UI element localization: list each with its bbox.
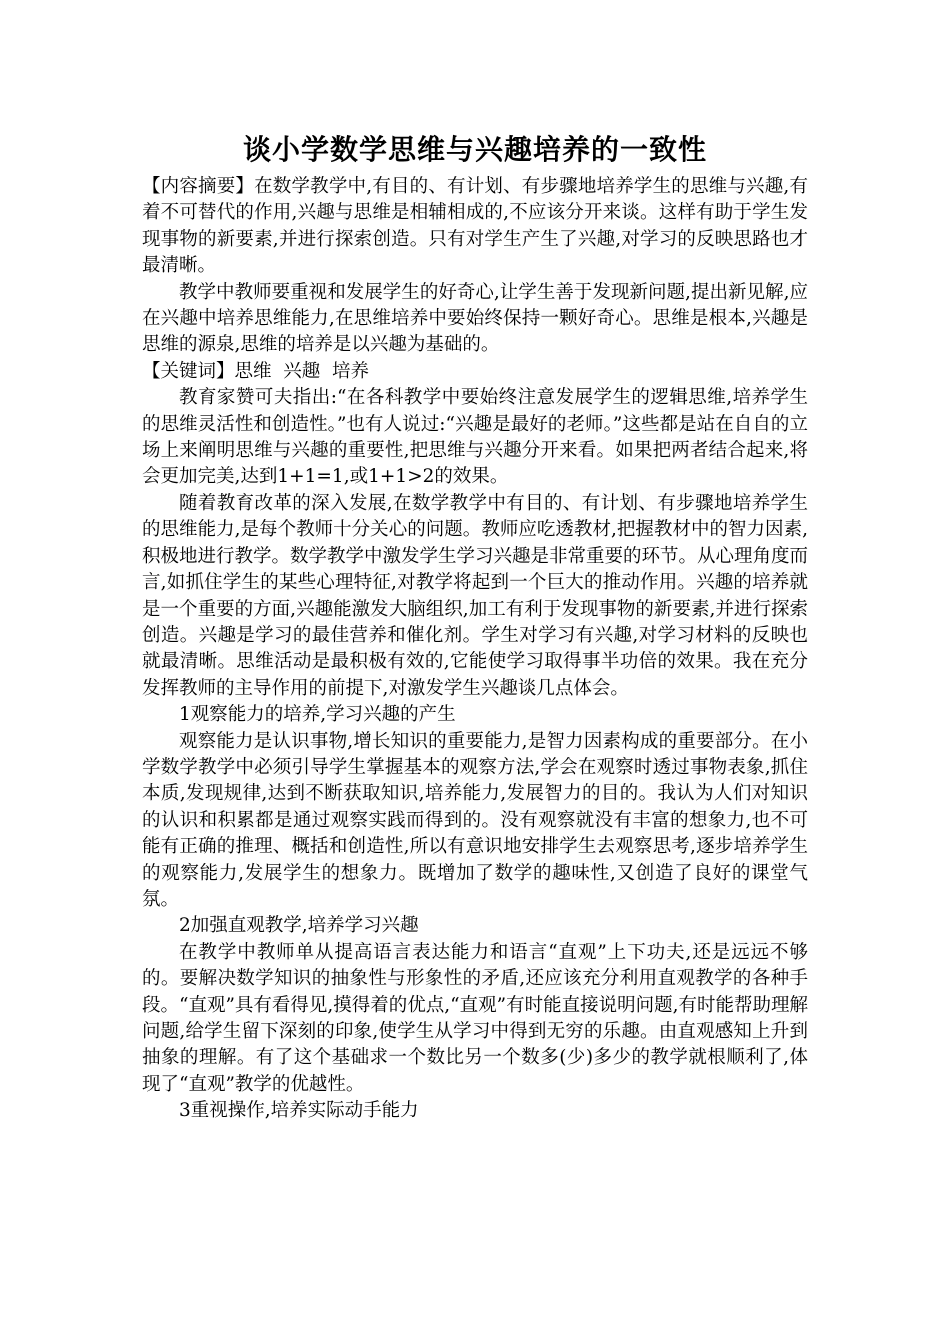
section-3-heading: 3重视操作,培养实际动手能力 (179, 1100, 419, 1122)
abstract-text: 在数学教学中,有目的、有计划、有步骤地培养学生的思维与兴趣,有着不可替代的作用,兴趣与思维是相辅相成的,不应该分开来谈。这样有助于学生发现事物的新要素,并进行探索创造。只有对学生产生了兴趣,对学习的反映思路也才最清晰。 (142, 176, 808, 277)
keywords-label: 【关键词】 (142, 360, 235, 382)
abstract-label: 【内容摘要】 (142, 176, 255, 197)
section-1-text: 观察能力是认识事物,增长知识的重要能力,是智力因素构成的重要部分。在小学数学教学中必须引导学生掌握基本的观察方法,学会在观察时透过事物表象,抓住本质,发现规律,达到不断获取知识,培养能力,发展智力的目的。我认为人们对知识的认识和积累都是通过观察实践而得到的。没有观察就没有丰富的想象力,也不可能有正确的推理、概括和创造性,所以有意识地安排学生去观察思考,逐步培养学生的观察能力,发展学生的想象力。既增加了数学的趣味性,又创造了良好的课堂气氛。 (142, 730, 808, 910)
section-1-heading: 1观察能力的培养,学习兴趣的产生 (179, 704, 456, 726)
body-paragraph-1: 教育家赞可夫指出:“在各科教学中要始终注意发展学生的逻辑思维,培养学生的思维灵活性和创造性。”也有人说过:“兴趣是最好的老师。”这些都是站在自自的立场上来阐明思维与兴趣的重要性,把思维与兴趣分开来看。如果把两者结合起来,将会更加完美,达到1+1=1,或1+1>2的效果。 (142, 387, 808, 488)
keywords-text: 思维 兴趣 培养 (234, 360, 370, 382)
keywords-line (142, 359, 808, 385)
section-2-text: 在教学中教师单从提高语言表达能力和语言“直观”上下功夫,还是远远不够的。要解决数学知识的抽象性与形象性的矛盾,还应该充分利用直观教学的各种手段。“直观”具有看得见,摸得着的优点,“直观”有时能直接说明问题,有时能帮助理解问题,给学生留下深刻的印象,使学生从学习中得到无穷的乐趣。由直观感知上升到抽象的理解。有了这个基础求一个数比另一个数多(少)多少的教学就根顺利了,体现了“直观”教学的优越性。 (142, 941, 808, 1095)
body-paragraph-2: 随着教育改革的深入发展,在数学教学中有目的、有计划、有步骤地培养学生的思维能力,是每个教师十分关心的问题。教师应吃透教材,把握教材中的智力因素,积极地进行教学。数学教学中激发学生学习兴趣是非常重要的环节。从心理角度而言,如抓住学生的某些心理特征,对教学将起到一个巨大的推动作用。兴趣的培养就是一个重要的方面,兴趣能激发大脑组织,加工有利于发现事物的新要素,并进行探索创造。兴趣是学习的最佳营养和催化剂。学生对学习有兴趣,对学习材料的反映也就最清晰。思维活动是最积极有效的,它能使学习取得事半功倍的效果。我在充分发挥教师的主导作用的前提下,对激发学生兴趣谈几点体会。 (142, 492, 809, 699)
abstract-paragraph-2: 教学中教师要重视和发展学生的好奇心,让学生善于发现新问题,提出新见解,应在兴趣中培养思维能力,在思维培养中要始终保持一颗好奇心。思维是根本,兴趣是思维的源泉,思维的培养是以兴趣为基础的。 (142, 281, 808, 356)
section-2-heading: 2加强直观教学,培养学习兴趣 (179, 915, 419, 937)
abstract-paragraph (142, 174, 808, 280)
document-title: 谈小学数学思维与兴趣培养的一致性 (242, 133, 707, 166)
document-page (142, 128, 808, 1125)
